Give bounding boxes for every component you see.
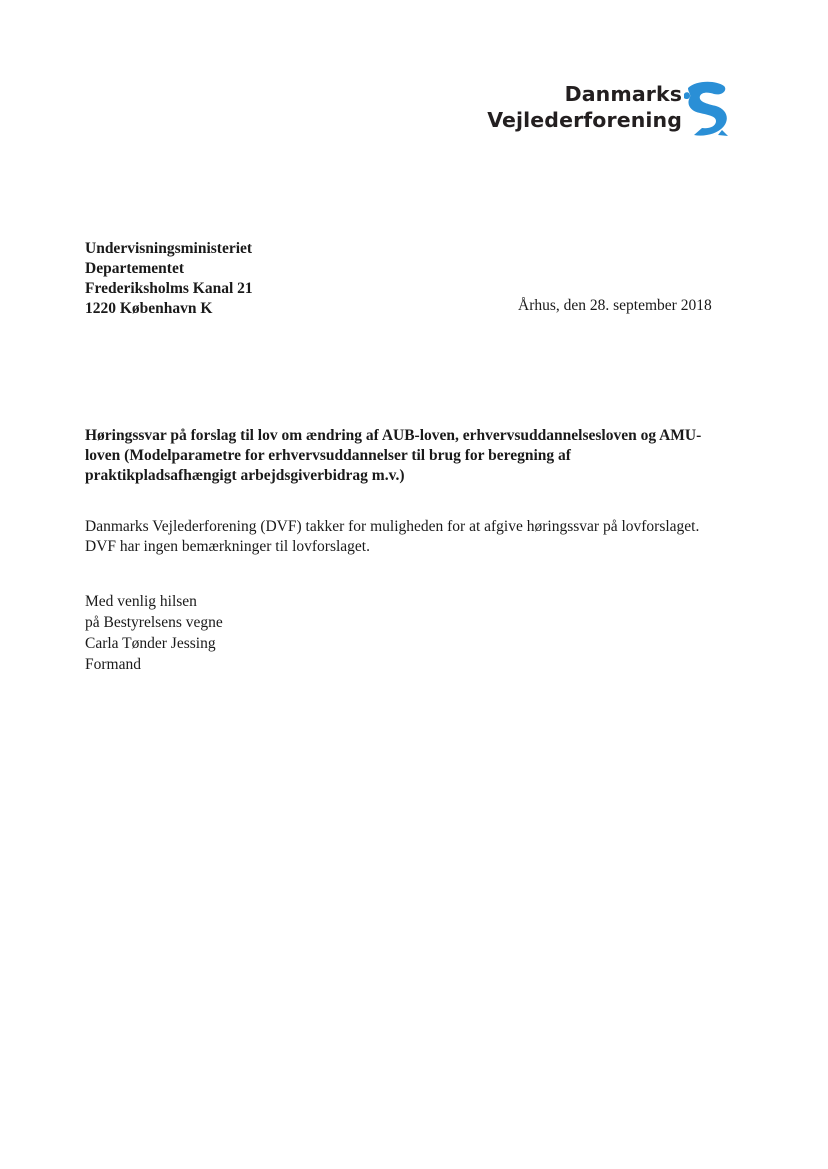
letter-closing [85,591,223,675]
letter-subject [85,426,730,486]
closing-on-behalf: på Bestyrelsens vegne [85,614,223,631]
recipient-line: 1220 København K [85,300,213,317]
signer-name: Carla Tønder Jessing [85,635,216,652]
recipient-line: Departementet [85,260,184,277]
subject-line: praktikpladsafhængigt arbejdsgiverbidrag m.v.) [85,467,405,484]
swirl-logo-icon [682,80,730,138]
body-line: Danmarks Vejlederforening (DVF) takker for muligheden for at afgive høringssvar på lovforslaget. [85,518,700,535]
letter-body [85,517,735,557]
subject-line: Høringssvar på forslag til lov om ændring af AUB-loven, erhvervsuddannelsesloven og AMU- [85,427,702,444]
recipient-address [85,239,253,319]
logo-line-2: Vejlederforening [487,108,682,132]
logo-line-1: Danmarks [564,82,682,106]
body-line: DVF har ingen bemærkninger til lovforslaget. [85,538,370,555]
logo-wordmark [487,81,682,133]
recipient-line: Undervisningsministeriet [85,240,253,257]
signer-title: Formand [85,656,141,673]
subject-line: loven (Modelparametre for erhvervsuddannelser til brug for beregning af [85,447,571,464]
letter-date: Århus, den 28. september 2018 [518,297,712,314]
recipient-line: Frederiksholms Kanal 21 [85,280,253,297]
closing-greeting: Med venlig hilsen [85,593,197,610]
organization-logo [470,78,740,142]
